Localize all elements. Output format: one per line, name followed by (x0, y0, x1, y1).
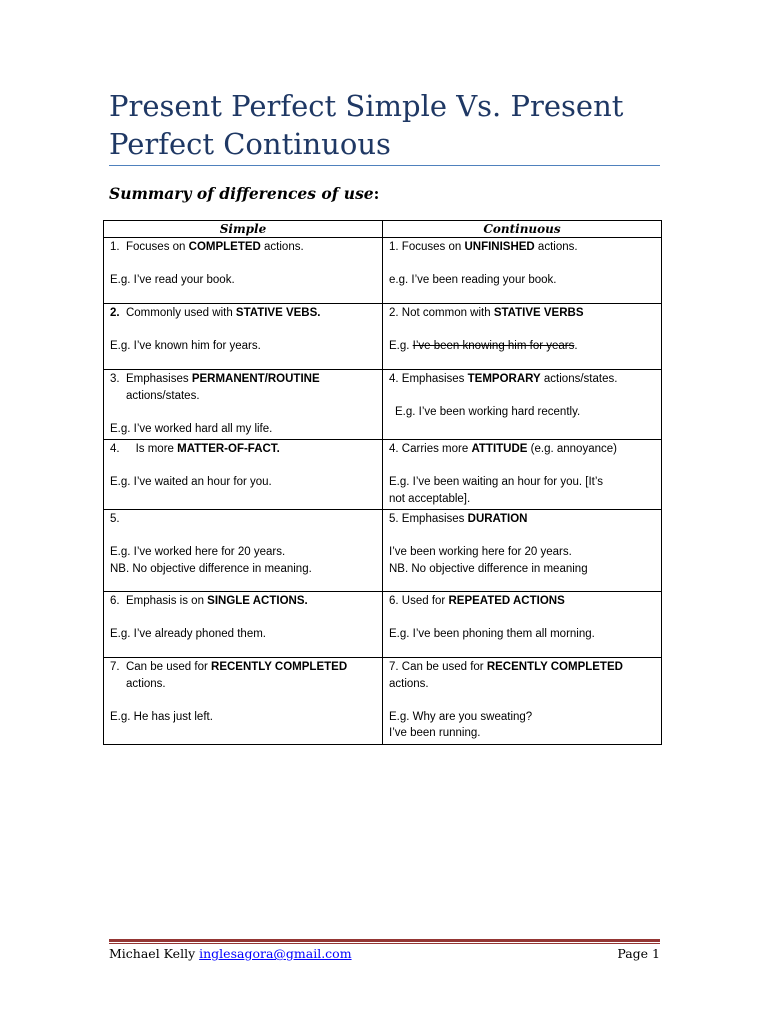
subtitle-text: Summary of differences of use (109, 184, 374, 203)
continuous-cell (383, 510, 662, 592)
example-line: e.g. I’ve been reading your book. (389, 274, 557, 286)
example-line: E.g. I’ve worked hard all my life. (110, 422, 273, 435)
continuous-cell (383, 304, 662, 370)
footer-author: Michael Kelly (109, 946, 196, 961)
header-simple: Simple (104, 221, 383, 238)
simple-cell (104, 440, 383, 510)
struck-example: I’ve been knowing him for years (412, 340, 575, 352)
footer-page-number: Page 1 (617, 946, 660, 961)
usage-continuation: actions. (126, 677, 166, 690)
table-row (104, 370, 662, 440)
usage-line: 4. Emphasises TEMPORARY actions/states. (389, 373, 618, 385)
example-line: E.g. I’ve already phoned them. (110, 628, 266, 640)
note-line: NB. No objective difference in meaning. (110, 562, 312, 575)
example-line: E.g. I’ve waited an hour for you. (110, 476, 272, 488)
subtitle-colon: : (373, 184, 380, 203)
continuous-cell (383, 440, 662, 510)
usage-continuation: actions. (389, 677, 429, 690)
page-footer (109, 946, 660, 961)
continuous-cell (383, 658, 662, 745)
usage-line: 7. Can be used for RECENTLY COMPLETED (389, 661, 623, 673)
usage-line: 1. Focuses on COMPLETED actions. (110, 241, 304, 253)
title-divider (109, 165, 660, 166)
continuous-cell (383, 592, 662, 658)
usage-line: 7. Can be used for RECENTLY COMPLETED (110, 661, 348, 673)
simple-cell (104, 238, 383, 304)
footer-email-link[interactable]: inglesagora@gmail.com (199, 946, 352, 961)
table-header-row (104, 221, 662, 238)
simple-cell (104, 304, 383, 370)
example-line: E.g. I’ve been knowing him for years. (389, 340, 578, 352)
continuous-cell (383, 238, 662, 304)
table-row (104, 592, 662, 658)
table-row (104, 510, 662, 592)
example-line: E.g. I’ve been working hard recently. (395, 406, 581, 418)
simple-cell (104, 370, 383, 440)
usage-line: 6. Used for REPEATED ACTIONS (389, 595, 565, 607)
example-line: E.g. I’ve been waiting an hour for you. [It’s (389, 476, 603, 488)
footer-author-block (109, 946, 352, 961)
usage-line: 5. (110, 513, 120, 525)
table-row (104, 440, 662, 510)
note-line: NB. No objective difference in meaning (389, 562, 588, 575)
document-title: Present Perfect Simple Vs. Present Perfect Continuous (109, 89, 624, 161)
section-subtitle (109, 184, 379, 203)
usage-line: 2. Commonly used with STATIVE VEBS. (110, 307, 321, 319)
simple-cell (104, 658, 383, 745)
example-line: E.g. Why are you sweating? (389, 710, 533, 723)
example-line: E.g. I’ve read your book. (110, 274, 235, 286)
example-line: E.g. I’ve worked here for 20 years. (110, 546, 286, 558)
footer-divider-thin (109, 943, 660, 944)
usage-line: 6. Emphasis is on SINGLE ACTIONS. (110, 595, 308, 607)
table-row (104, 304, 662, 370)
usage-continuation: actions/states. (126, 389, 200, 402)
example-line: I’ve been working here for 20 years. (389, 546, 572, 558)
usage-line: 2. Not common with STATIVE VERBS (389, 307, 584, 319)
header-continuous: Continuous (383, 221, 662, 238)
usage-line: 1. Focuses on UNFINISHED actions. (389, 241, 578, 253)
example-line: E.g. I’ve been phoning them all morning. (389, 628, 595, 640)
example-line-2: not acceptable]. (389, 492, 471, 505)
table-row (104, 238, 662, 304)
usage-line: 3. Emphasises PERMANENT/ROUTINE (110, 373, 320, 385)
comparison-table (103, 220, 662, 745)
example-line-2: I’ve been running. (389, 727, 481, 739)
simple-cell (104, 510, 383, 592)
table-row (104, 658, 662, 745)
example-line: E.g. I’ve known him for years. (110, 340, 261, 352)
usage-line: 5. Emphasises DURATION (389, 513, 528, 525)
footer-divider-thick (109, 939, 660, 942)
simple-cell (104, 592, 383, 658)
continuous-cell (383, 370, 662, 440)
example-line: E.g. He has just left. (110, 710, 213, 723)
usage-line: 4. Is more MATTER-OF-FACT. (110, 443, 280, 455)
usage-line: 4. Carries more ATTITUDE (e.g. annoyance) (389, 443, 617, 455)
